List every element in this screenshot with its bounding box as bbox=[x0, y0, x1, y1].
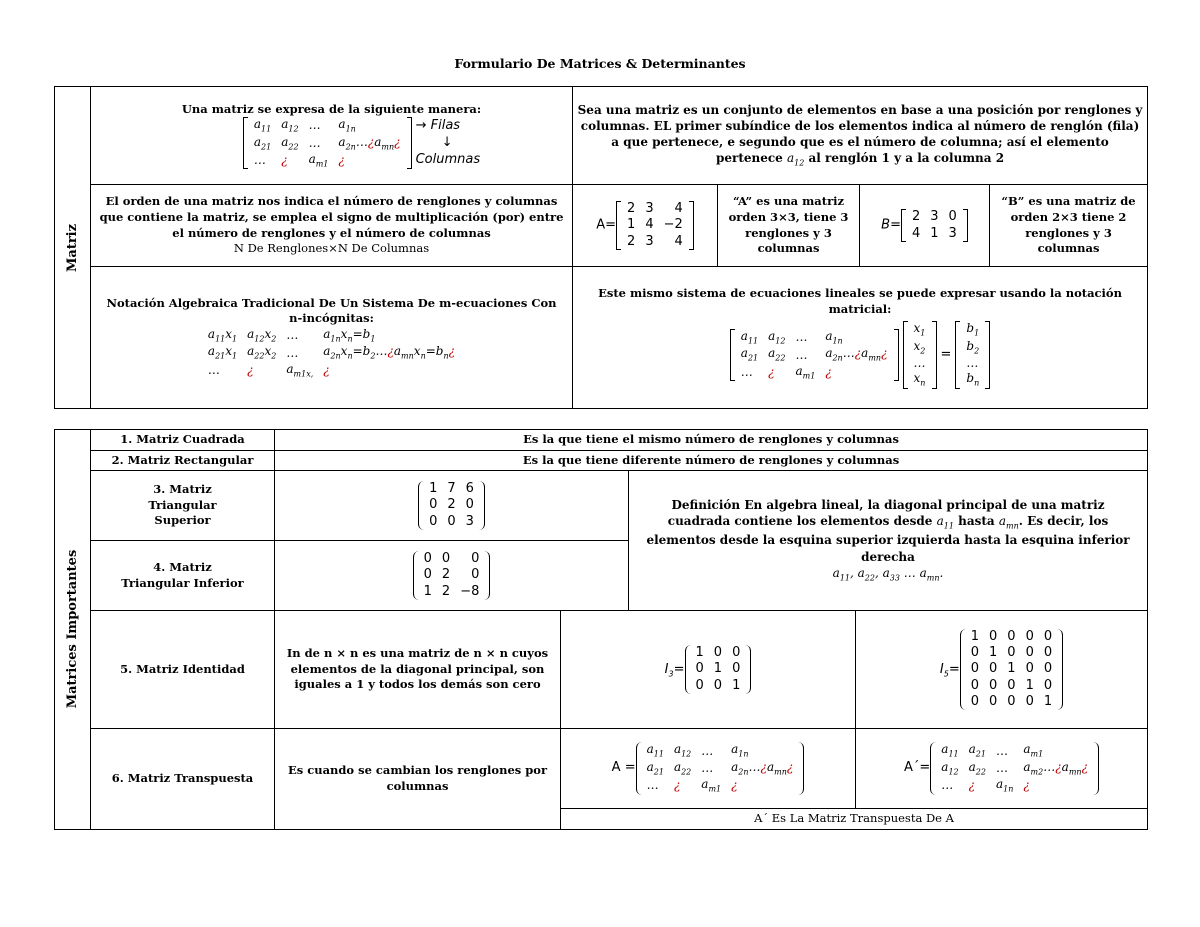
matrix-a-cell-0-1: 3 bbox=[645, 201, 654, 217]
upper-cell-2-1: 0 bbox=[447, 513, 456, 529]
i5-cell-0-0: 1 bbox=[970, 628, 979, 644]
variable-vector: $x_1$ $x_2$ … $x_n$ bbox=[903, 321, 937, 388]
matrix-a-cell-2-2: 4 bbox=[674, 233, 683, 249]
upper-cell-1-0: 0 bbox=[429, 497, 438, 513]
i5-cell-3-0: 0 bbox=[970, 677, 979, 693]
transpose-a-cell bbox=[561, 729, 856, 809]
matrix-definition-cell bbox=[573, 87, 1148, 185]
expr-heading: Una matriz se expresa de la siguiente manera: bbox=[181, 101, 482, 116]
upper-cell-1-2: 0 bbox=[465, 497, 474, 513]
upper-cell-1-1: 2 bbox=[447, 497, 456, 513]
algebraic-heading: Notación Algebraica Tradicional De Un Sistema De m-ecuaciones Con n-incógnitas: bbox=[106, 295, 557, 326]
i5-cell-4-1: 0 bbox=[989, 693, 998, 709]
matrix-a-cell-1-2: −2 bbox=[663, 217, 683, 233]
item-6-name: 6. Matriz Transpuesta bbox=[91, 729, 275, 830]
item-2-name: 2. Matriz Rectangular bbox=[91, 450, 275, 471]
i5-cell-2-3: 0 bbox=[1025, 661, 1034, 677]
matrix-b-cell-1-2: 3 bbox=[948, 225, 957, 241]
i5-cell-0-2: 0 bbox=[1007, 628, 1016, 644]
lower-cell-0-2: 0 bbox=[471, 551, 480, 567]
matricial-cell: Este mismo sistema de ecuaciones lineales se puede expresar usando la notación matricial: $a_{11}$ $a_{12}$ … $a_{1n}$ $a_{21}$ $a_{22}$ … $a_{2n}\dots¿a_{mn}¿$ … ¿ $a_{m1}$ ¿ $x_1$ $x_2$ … $x_n$ = $b_1$ $b_2$ … $b_n$ bbox=[573, 267, 1148, 409]
matrix-b-cell-0-1: 3 bbox=[930, 209, 939, 225]
definition-end: al renglón 1 y a la columna 2 bbox=[808, 151, 1005, 166]
i5-cell-0-1: 0 bbox=[989, 628, 998, 644]
i5-cell-2-0: 0 bbox=[970, 661, 979, 677]
matrix-a-cell-0-2: 4 bbox=[674, 201, 683, 217]
general-matrix: $a_{11}$ $a_{12}$ … $a_{1n}$ $a_{21}$ $a_{22}$ … $a_{2n}\dots¿a_{mn}¿$ … ¿ $a_{m1}$ ¿ bbox=[243, 117, 412, 169]
identity-5-matrix bbox=[960, 629, 1063, 710]
importantes-side-label: Matrices Importantes bbox=[55, 430, 91, 830]
matrix-b-desc: “B” es una matriz de orden 2×3 tiene 2 renglones y 3 columnas bbox=[990, 185, 1148, 267]
matrix-b bbox=[901, 209, 968, 242]
i5-cell-0-3: 0 bbox=[1025, 628, 1034, 644]
upper-cell-0-0: 1 bbox=[429, 481, 438, 497]
constant-vector: $b_1$ $b_2$ … $b_n$ bbox=[955, 321, 990, 388]
i5-cell-2-1: 0 bbox=[989, 661, 998, 677]
upper-cell-2-2: 3 bbox=[465, 513, 474, 529]
matrix-a-cell-2-1: 3 bbox=[645, 233, 654, 249]
i5-cell-4-0: 0 bbox=[970, 693, 979, 709]
coefficient-matrix: $a_{11}$ $a_{12}$ … $a_{1n}$ $a_{21}$ $a_{22}$ … $a_{2n}\dots¿a_{mn}¿$ … ¿ $a_{m1}$ ¿ bbox=[730, 329, 899, 381]
item-1-desc: Es la que tiene el mismo número de renglones y columnas bbox=[275, 430, 1148, 451]
i5-cell-3-1: 0 bbox=[989, 677, 998, 693]
matrix-b-cell-0-2: 0 bbox=[948, 209, 957, 225]
item-5-desc: In de n × n es una matriz de n × n cuyos elementos de la diagonal principal, son iguales a 1 y todos los demás son cero bbox=[275, 611, 561, 729]
i5-cell-1-1: 1 bbox=[989, 645, 998, 661]
order-formula: N De Renglones×N De Columnas bbox=[233, 241, 430, 256]
matrix-b-cell-0-0: 2 bbox=[911, 209, 921, 225]
matrix-definition: Sea una matriz es un conjunto de elementos en base a una posición por renglones y columnas. EL primer subíndice de los elementos indica al número de renglón (fila) a que pertenece, e segundo que es el número de columna; así el elemento pertenece bbox=[577, 102, 1143, 166]
definition-elem: $a_{12}$ bbox=[787, 151, 805, 168]
transpose-at-label: A´= bbox=[904, 760, 931, 776]
upper-cell-2-0: 0 bbox=[429, 513, 438, 529]
upper-matrix-cell bbox=[275, 471, 629, 541]
identity-3-matrix bbox=[685, 645, 752, 694]
i3-cell-1-1: 1 bbox=[713, 661, 723, 677]
definition-seq: $a_{11}$, $a_{22}$, $a_{33}$ … $a_{mn}$. bbox=[832, 565, 944, 583]
columnas-label: Columnas bbox=[415, 151, 481, 167]
filas-label: → Filas bbox=[415, 117, 461, 133]
transpose-a-matrix: $a_{11}$ $a_{12}$ … $a_{1n}$ $a_{21}$ $a_{22}$ … $a_{2n}\dots¿a_{mn}¿$ … ¿ $a_{m1}$ ¿ bbox=[636, 742, 805, 794]
lower-triangular-matrix bbox=[413, 551, 491, 600]
lower-cell-1-0: 0 bbox=[423, 567, 432, 583]
matrix-a-cell-0-0: 2 bbox=[627, 201, 636, 217]
i5-cell-4-3: 0 bbox=[1025, 693, 1034, 709]
transpose-at-cell bbox=[856, 729, 1148, 809]
i5-cell-0-4: 0 bbox=[1043, 628, 1053, 644]
matrix-a-label: A= bbox=[596, 217, 617, 233]
algebraic-system: $a_{11}x_1$ $a_{12}x_2$ … $a_{1n}x_n=b_1$ $a_{21}x_1$ $a_{22}x_2$ … $a_{2n}x_n=b_2\dots¿a_{mn}x_n=b_n¿$ … ¿ $a_{m1x,}$ ¿ bbox=[207, 326, 456, 379]
i5-cell-1-0: 0 bbox=[970, 645, 979, 661]
transpose-caption: A´ Es La Matriz Transpuesta De A bbox=[561, 809, 1148, 830]
algebraic-cell bbox=[91, 267, 573, 409]
lower-matrix-cell bbox=[275, 541, 629, 611]
i3-label: $I_3=$ bbox=[664, 661, 685, 679]
i3-cell-0-1: 0 bbox=[713, 645, 723, 661]
i5-label: $I_5=$ bbox=[939, 661, 960, 679]
matrices-importantes-section bbox=[54, 429, 1148, 830]
item-1-name: 1. Matriz Cuadrada bbox=[91, 430, 275, 451]
matrix-a bbox=[616, 201, 694, 250]
item-6-desc: Es cuando se cambian los renglones por columnas bbox=[275, 729, 561, 830]
i5-cell-1-3: 0 bbox=[1025, 645, 1034, 661]
matrix-b-cell-1-0: 4 bbox=[911, 225, 921, 241]
lower-cell-1-2: 0 bbox=[471, 567, 480, 583]
i3-cell-1-0: 0 bbox=[695, 661, 704, 677]
matrix-b-cell-1-1: 1 bbox=[930, 225, 939, 241]
i3-cell-2-1: 0 bbox=[713, 677, 723, 693]
i3-cell-0-2: 0 bbox=[732, 645, 741, 661]
definition-text: En algebra lineal, la diagonal principal de una matriz cuadrada contiene los elementos desde bbox=[667, 498, 1105, 529]
order-cell bbox=[91, 185, 573, 267]
down-arrow-icon: ↓ bbox=[441, 134, 453, 150]
i5-cell-4-2: 0 bbox=[1007, 693, 1016, 709]
i3-cell-2-0: 0 bbox=[695, 677, 704, 693]
lower-cell-2-1: 2 bbox=[441, 583, 451, 599]
upper-cell-0-2: 6 bbox=[465, 481, 474, 497]
matrix-b-label: B= bbox=[881, 217, 901, 233]
lower-cell-0-0: 0 bbox=[423, 551, 432, 567]
transpose-a-label: A = bbox=[611, 760, 636, 776]
matrix-b-cell bbox=[860, 185, 990, 267]
definition-end: . Es decir, los elementos desde la esquina superior izquierda hasta la esquina inferior derecha bbox=[646, 514, 1130, 564]
upper-cell-0-1: 7 bbox=[447, 481, 456, 497]
upper-triangular-matrix bbox=[418, 481, 485, 530]
transpose-at-matrix: $a_{11}$ $a_{21}$ … $a_{m1}$ $a_{12}$ $a_{22}$ … $a_{m2}\dots¿a_{mn}¿$ … ¿ $a_{1n}$ ¿ bbox=[930, 742, 1099, 794]
i3-cell-2-2: 1 bbox=[732, 677, 741, 693]
i3-cell-1-2: 0 bbox=[732, 661, 741, 677]
matrix-a-cell bbox=[573, 185, 718, 267]
matricial-heading: Este mismo sistema de ecuaciones lineales se puede expresar usando la notación matricial: bbox=[598, 286, 1122, 316]
i5-cell-2-2: 1 bbox=[1007, 661, 1016, 677]
lower-cell-0-1: 0 bbox=[441, 551, 451, 567]
item-5-name: 5. Matriz Identidad bbox=[91, 611, 275, 729]
item-4-name: 4. Matriz Triangular Inferior bbox=[91, 541, 275, 611]
matrix-a-cell-1-1: 4 bbox=[645, 217, 654, 233]
matrix-a-desc: “A” es una matriz orden 3×3, tiene 3 renglones y 3 columnas bbox=[718, 185, 860, 267]
item-3-name: 3. Matriz Triangular Superior bbox=[91, 471, 275, 541]
i5-cell-1-4: 0 bbox=[1043, 645, 1053, 661]
matriz-side-label: Matriz bbox=[55, 87, 91, 409]
i3-cell-0-0: 1 bbox=[695, 645, 704, 661]
i5-cell-3-3: 1 bbox=[1025, 677, 1034, 693]
matrix-expression-cell bbox=[91, 87, 573, 185]
matrix-a-cell-2-0: 2 bbox=[627, 233, 636, 249]
i5-cell-4-4: 1 bbox=[1043, 693, 1053, 709]
definition-from: $a_{11}$ bbox=[936, 514, 954, 531]
i3-cell bbox=[561, 611, 856, 729]
lower-cell-2-2: −8 bbox=[460, 583, 480, 599]
lower-cell-1-1: 2 bbox=[441, 567, 451, 583]
definition-to: $a_{mn}$ bbox=[998, 514, 1019, 531]
page-title: Formulario De Matrices & Determinantes bbox=[454, 56, 746, 71]
matrix-a-cell-1-0: 1 bbox=[627, 217, 636, 233]
item-2-desc: Es la que tiene diferente número de renglones y columnas bbox=[275, 450, 1148, 471]
diagonal-definition-cell bbox=[629, 471, 1148, 611]
i5-cell bbox=[856, 611, 1148, 729]
i5-cell-2-4: 0 bbox=[1043, 661, 1053, 677]
i5-cell-3-4: 0 bbox=[1043, 677, 1053, 693]
i5-cell-1-2: 0 bbox=[1007, 645, 1016, 661]
i5-cell-3-2: 0 bbox=[1007, 677, 1016, 693]
matriz-section bbox=[54, 86, 1148, 409]
definition-mid: hasta bbox=[958, 514, 995, 529]
lower-cell-2-0: 1 bbox=[423, 583, 432, 599]
definition-bold: Definición bbox=[671, 498, 741, 513]
order-text: El orden de una matriz nos indica el número de renglones y columnas que contiene la matriz, se emplea el signo de multiplicación (por) entre el número de renglones y el número de columnas bbox=[99, 194, 564, 240]
